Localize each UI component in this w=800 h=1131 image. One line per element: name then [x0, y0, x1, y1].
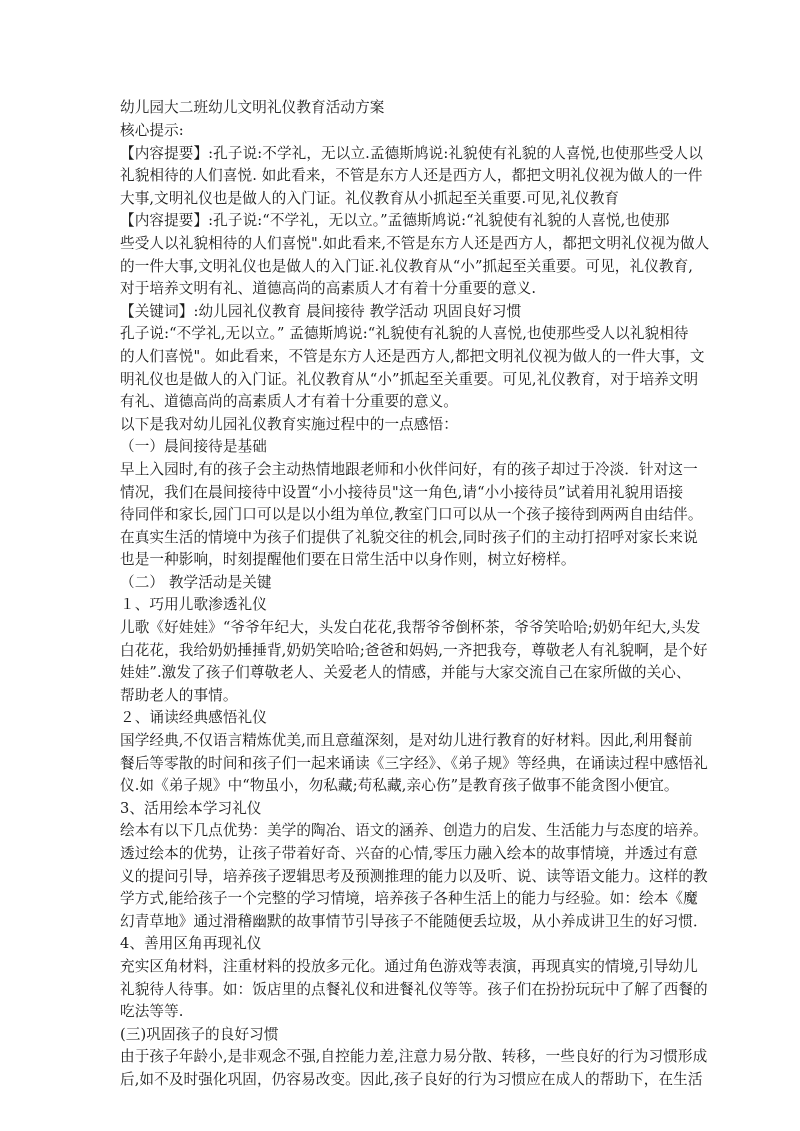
text-line: 国学经典,不仅语言精炼优美,而且意蕴深刻，是对幼儿进行教育的好材料。因此,利用餐前: [120, 732, 693, 750]
section-heading: （二） 教学活动是关键: [120, 573, 272, 591]
document-title: 幼儿园大二班幼儿文明礼仪教育活动方案: [120, 99, 385, 116]
text-line: 情况，我们在晨间接待中设置“小小接待员"这一角色,请“小小接待员”试着用礼貌用语接: [120, 483, 684, 501]
text-line: 明礼仪也是做人的入门证。礼仪教育从“小”抓起至关重要。可见,礼仪教育，对于培养文明: [120, 370, 699, 388]
keywords-line: 【关键词】:幼儿园礼仪教育 晨间接待 教学活动 巩固良好习惯: [120, 302, 522, 320]
text-line: 充实区角材料，注重材料的投放多元化。通过角色游戏等表演，再现真实的情境,引导幼儿: [120, 957, 698, 975]
document-page: [120, 96, 710, 1092]
text-line: 的一件大事,文明礼仪也是做人的入门证.礼仪教育从“小”抓起至关重要。可见，礼仪教育,: [120, 257, 694, 275]
text-line: 白花花，我给奶奶捶捶背,奶奶笑哈哈;爸爸和妈妈,一齐把我夸，尊敬老人有礼貌啊，是个好: [120, 641, 708, 659]
subsection-heading: １、巧用儿歌渗透礼仪: [120, 596, 267, 614]
text-line: 娃娃”.激发了孩子们尊敬老人、关爱老人的情感，并能与大家交流自己在家所做的关心、: [120, 664, 691, 682]
text-line: 由于孩子年龄小,是非观念不强,自控能力差,注意力易分散、转移，一些良好的行为习惯形成: [120, 1048, 708, 1066]
subsection-heading: 3、活用绘本学习礼仪: [120, 799, 262, 817]
text-line: 有礼、道德高尚的高素质人才有着十分重要的意义。: [120, 393, 458, 411]
text-line: 幻青草地》通过滑稽幽默的故事情节引导孩子不能随便丢垃圾，从小养成讲卫生的好习惯．: [120, 912, 708, 930]
text-line: 义的提问引导，培养孩子逻辑思考及预测推理的能力以及听、说、读等语文能力。这样的教: [120, 867, 708, 885]
text-line: 在真实生活的情境中为孩子们提供了礼貌交往的机会,同时孩子们的主动打招呼对家长来说: [120, 528, 698, 546]
text-line: 对于培养文明有礼、道德高尚的高素质人才有着十分重要的意义.: [120, 280, 537, 298]
section-heading: （一）晨间接待是基础: [120, 438, 267, 456]
text-line: 儿歌《好娃娃》“爷爷年纪大，头发白花花,我帮爷爷倒杯茶，爷爷笑哈哈;奶奶年纪大,头发: [120, 619, 701, 637]
text-line: 礼貌相待的人们喜悦. 如此看来，不管是东方人还是西方人，都把文明礼仪视为做人的一件: [120, 167, 703, 185]
text-line: 仪.如《弟子规》中“物虽小，勿私藏;苟私藏,亲心伤”是教育孩子做事不能贪图小便宜。: [120, 777, 679, 795]
subsection-heading: 4、善用区角再现礼仪: [120, 935, 262, 953]
text-line: 餐后等零散的时间和孩子们一起来诵读《三字经》、《弟子规》等经典，在诵读过程中感悟礼: [120, 754, 708, 772]
text-line: 后,如不及时强化巩固，仍容易改变。因此,孩子良好的行为习惯应在成人的帮助下，在生活: [120, 1070, 703, 1088]
text-line: 待同伴和家长,园门口可以是以小组为单位,教室门口可以从一个孩子接待到两两自由结伴。: [120, 506, 703, 524]
text-line: 学方式,能给孩子一个完整的学习情境，培养孩子各种生活上的能力与经验。如：绘本《魔: [120, 890, 698, 908]
text-line: 孔子说:“不学礼,无以立。” 孟德斯鸠说:“礼貌使有礼貌的人喜悦,也使那些受人以礼貌相待: [120, 325, 689, 343]
text-line: 【内容提要】:孔子说:“不学礼，无以立。”孟德斯鸠说:“礼貌使有礼貌的人喜悦,也使那: [120, 212, 670, 230]
text-line: 礼貌待人待事。如：饭店里的点餐礼仪和进餐礼仪等等。孩子们在扮扮玩玩中了解了西餐的: [120, 980, 708, 998]
text-line: 吃法等等.: [120, 1003, 184, 1021]
text-line: 绘本有以下几点优势：美学的陶冶、语文的涵养、创造力的启发、生活能力与态度的培养。: [120, 822, 708, 840]
subsection-heading: ２、诵读经典感悟礼仪: [120, 709, 267, 727]
text-line: 也是一种影响，时刻提醒他们要在日常生活中以身作则，树立好榜样。: [120, 551, 576, 569]
text-line: 帮助老人的事情。: [120, 686, 238, 704]
text-line: 【内容提要】:孔子说:不学礼，无以立.孟德斯鸠说:礼貌使有礼貌的人喜悦,也使那些受人以: [120, 144, 703, 162]
text-line: 的人们喜悦"。如此看来，不管是东方人还是西方人,都把文明礼仪视为做人的一件大事，文: [120, 347, 705, 365]
text-line: 以下是我对幼儿园礼仪教育实施过程中的一点感悟：: [120, 415, 458, 433]
text-line: 些受人以礼貌相待的人们喜悦".如此看来,不管是东方人还是西方人，都把文明礼仪视为做人: [120, 234, 710, 252]
text-line: 透过绘本的优势，让孩子带着好奇、兴奋的心情,零压力融入绘本的故事情境，并透过有意: [120, 845, 698, 862]
text-line: 早上入园时,有的孩子会主动热情地跟老师和小伙伴问好，有的孩子却过于冷淡．针对这一: [120, 460, 698, 478]
text-line: 大事,文明礼仪也是做人的入门证。礼仪教育从小抓起至关重要.可见,礼仪教育: [120, 189, 620, 207]
core-tip-label: 核心提示:: [120, 122, 184, 139]
section-heading: (三)巩固孩子的良好习惯: [120, 1025, 279, 1043]
